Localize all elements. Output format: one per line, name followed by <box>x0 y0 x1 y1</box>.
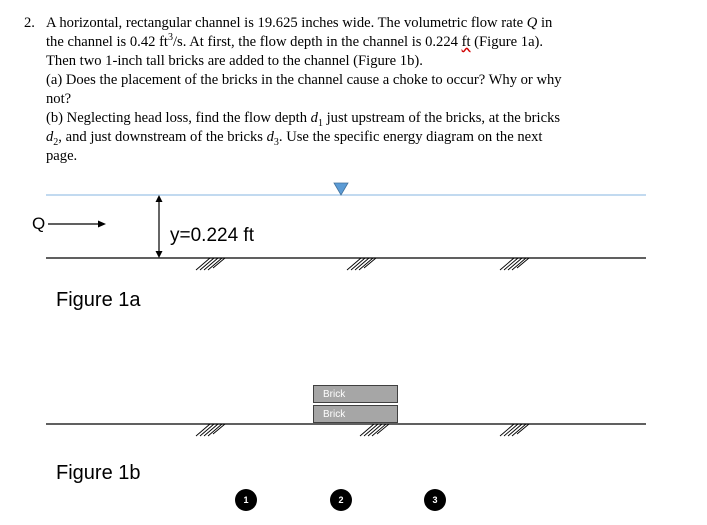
depth-arrow-top-icon <box>156 195 163 202</box>
location-marker-1: 1 <box>235 489 257 511</box>
figure-1b-caption: Figure 1b <box>56 462 141 484</box>
figure-1a-caption: Figure 1a <box>56 289 141 311</box>
location-marker-2: 2 <box>330 489 352 511</box>
problem-line-8: page. <box>46 148 78 164</box>
problem-line-1: A horizontal, rectangular channel is 19.625 inches wide. The volumetric flow rate Q in <box>46 15 553 31</box>
problem-line-7: $d_2$, and just downstream of the bricks $d_3$. Use the specific energy diagram on the next <box>46 129 543 148</box>
depth-label: y=0.224 ft <box>170 225 254 246</box>
problem-number: 2. <box>24 15 35 31</box>
flow-rate-label: Q <box>32 214 46 233</box>
bed-hatch-1a <box>196 258 529 270</box>
brick-top: Brick <box>313 385 398 403</box>
free-surface-triangle-icon <box>334 183 348 195</box>
problem-line-2: the channel is 0.42 $ft^3/s$. At first, the flow depth in the channel is 0.224 ft (Figure 1a). <box>46 32 544 50</box>
location-marker-3: 3 <box>424 489 446 511</box>
problem-line-4: (a) Does the placement of the bricks in the channel cause a choke to occur? Why or why <box>46 72 562 88</box>
flow-arrow-head-icon <box>98 221 106 228</box>
problem-line-5: not? <box>46 91 72 107</box>
problem-line-3: Then two 1-inch tall bricks are added to the channel (Figure 1b). <box>46 53 423 69</box>
bed-hatch-1b <box>196 424 529 436</box>
problem-line-6: (b) Neglecting head loss, find the flow depth $d_1$ just upstream of the bricks, at the bricks <box>46 110 561 129</box>
brick-bottom: Brick <box>313 405 398 423</box>
depth-arrow-bottom-icon <box>156 251 163 258</box>
